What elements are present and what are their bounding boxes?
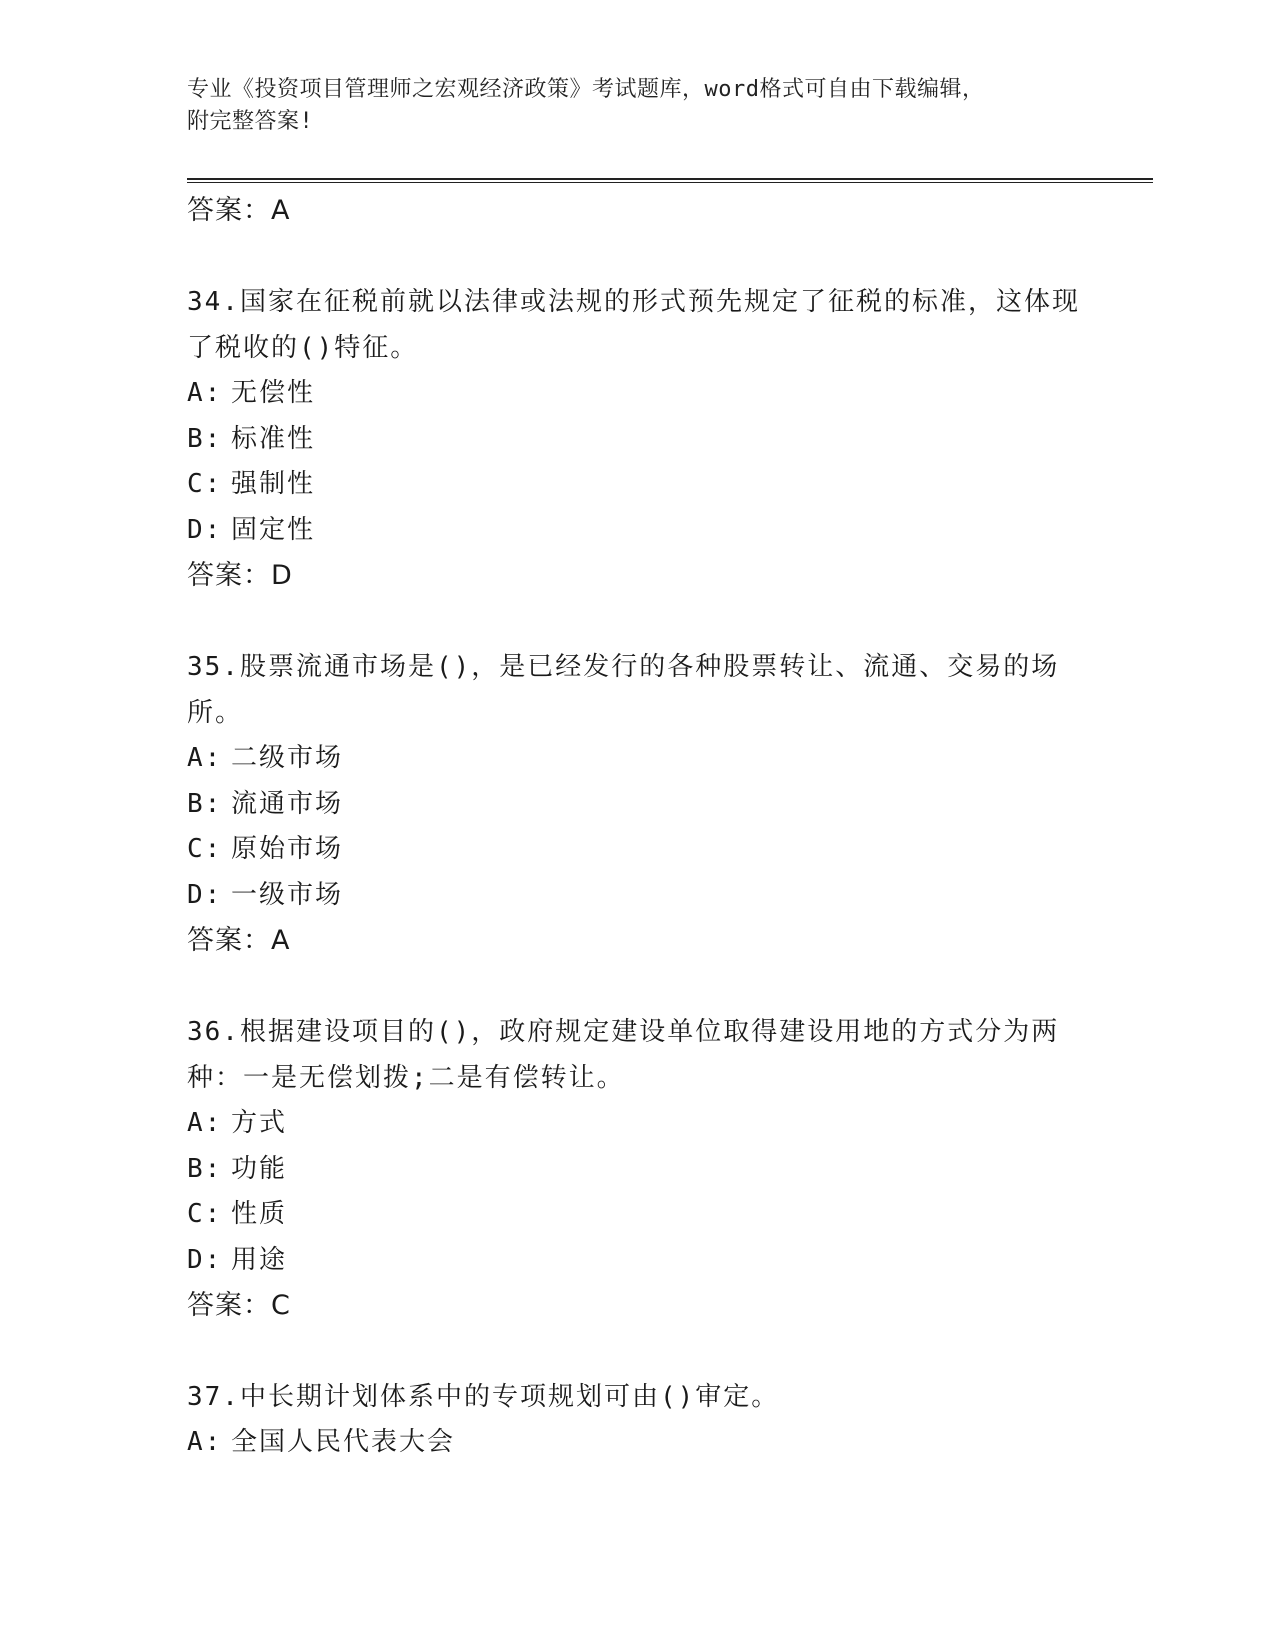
spacer — [187, 1329, 1087, 1374]
answer-line: 答案：A — [187, 195, 291, 226]
option-text: 一级市场 — [231, 879, 344, 910]
question-block — [187, 279, 1087, 599]
option-text: 性质 — [231, 1199, 288, 1229]
question-text: 36.根据建设项目的()，政府规定建设单位取得建设用地的方式分为两种：一是无偿划拨;二是有偿转让。 — [187, 1017, 1060, 1093]
option-letter: C: — [187, 1199, 223, 1229]
question-text: 35.股票流通市场是()，是已经发行的各种股票转让、流通、交易的场所。 — [187, 652, 1060, 728]
option-letter: A: — [187, 1108, 223, 1138]
option-letter: B: — [187, 423, 223, 454]
header-line-1: 专业《投资项目管理师之宏观经济政策》考试题库，word格式可自由下载编辑， — [187, 77, 985, 102]
question-list — [187, 188, 1087, 1466]
header-line-2: 附完整答案! — [187, 109, 314, 134]
question-text: 34.国家在征税前就以法律或法规的形式预先规定了征税的标准，这体现了税收的()特征。 — [187, 287, 1080, 363]
option-a — [187, 1420, 1087, 1466]
option-d — [187, 1238, 1087, 1284]
option-b — [187, 417, 1087, 463]
option-letter: B: — [187, 788, 223, 819]
question-text: 37.中长期计划体系中的专项规划可由()审定。 — [187, 1382, 780, 1412]
option-text: 固定性 — [231, 514, 316, 545]
option-c — [187, 1192, 1087, 1238]
option-c — [187, 462, 1087, 508]
option-text: 方式 — [231, 1108, 288, 1138]
option-letter: D: — [187, 514, 223, 545]
option-letter: D: — [187, 879, 223, 910]
option-b — [187, 1147, 1087, 1193]
answer-line: 答案：D — [187, 560, 293, 591]
option-b — [187, 782, 1087, 828]
spacer — [187, 964, 1087, 1009]
option-letter: A: — [187, 743, 223, 773]
option-text: 用途 — [231, 1244, 288, 1275]
option-c — [187, 827, 1087, 873]
option-a — [187, 736, 1087, 782]
option-letter: D: — [187, 1244, 223, 1275]
document-header — [187, 74, 1067, 138]
option-text: 强制性 — [231, 469, 316, 499]
option-text: 无偿性 — [231, 378, 316, 408]
option-text: 功能 — [231, 1153, 288, 1184]
option-text: 二级市场 — [231, 743, 344, 773]
option-letter: C: — [187, 469, 223, 499]
header-divider-thin — [187, 182, 1153, 183]
option-text: 标准性 — [231, 423, 316, 454]
option-letter: B: — [187, 1153, 223, 1184]
header-divider-thick — [187, 178, 1153, 180]
answer-line: 答案：A — [187, 925, 291, 956]
option-text: 全国人民代表大会 — [231, 1427, 456, 1457]
spacer — [187, 234, 1087, 279]
question-block — [187, 1009, 1087, 1329]
option-a — [187, 371, 1087, 417]
option-a — [187, 1101, 1087, 1147]
option-letter: A: — [187, 1427, 223, 1457]
question-block — [187, 644, 1087, 964]
option-text: 原始市场 — [231, 834, 344, 864]
option-text: 流通市场 — [231, 788, 344, 819]
answer-line: 答案：C — [187, 1290, 291, 1321]
option-letter: C: — [187, 834, 223, 864]
question-block — [187, 1374, 1087, 1466]
option-letter: A: — [187, 378, 223, 408]
option-d — [187, 508, 1087, 554]
spacer — [187, 599, 1087, 644]
option-d — [187, 873, 1087, 919]
